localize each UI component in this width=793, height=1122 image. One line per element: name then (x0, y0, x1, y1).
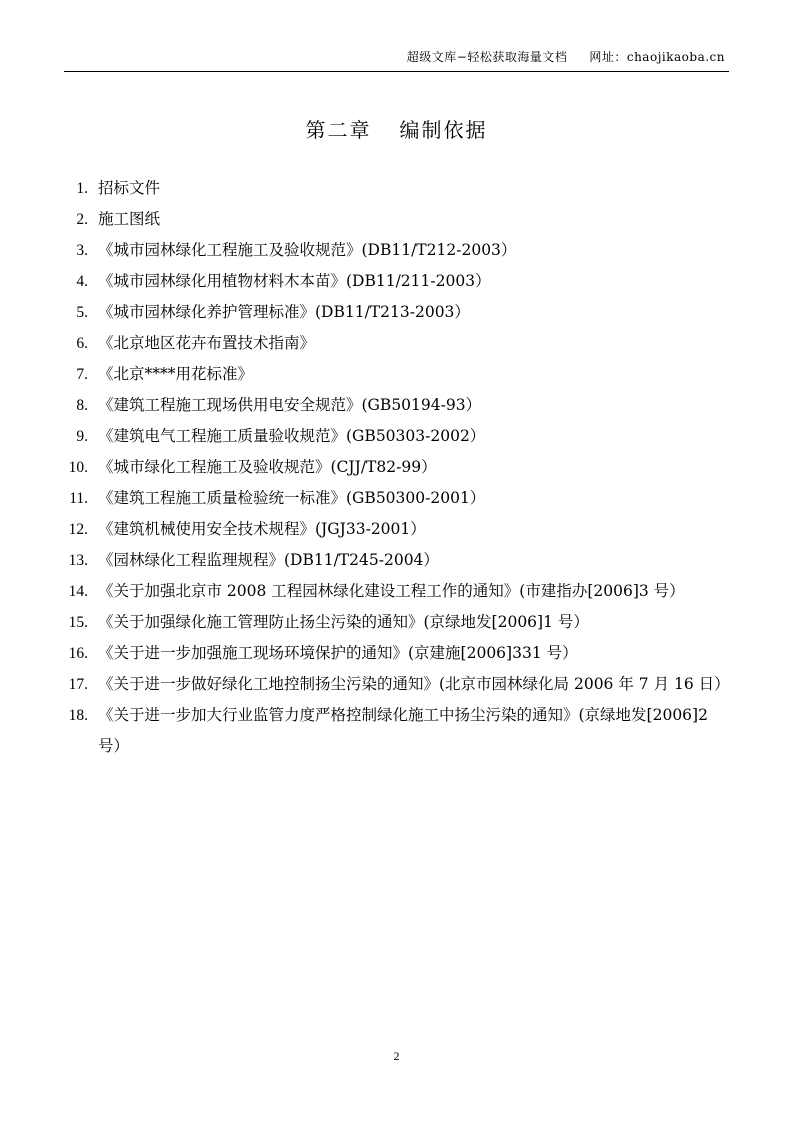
header-url: chaojikaoba.cn (626, 50, 725, 64)
list-item-number: 5. (76, 304, 88, 321)
list-item-text: 《城市园林绿化用植物材料木本苗》(DB11/211-2003） (98, 272, 491, 290)
list-item-number: 7. (76, 366, 88, 383)
list-item-number: 12. (68, 521, 88, 538)
list-item-text: 《北京地区花卉布置技术指南》 (98, 334, 316, 352)
list-item-text: 《建筑工程施工现场供用电安全规范》(GB50194-93） (98, 396, 482, 414)
list-item (64, 235, 729, 266)
page-header (64, 48, 729, 65)
list-item (64, 514, 729, 545)
list-item-number: 8. (76, 397, 88, 414)
list-item (64, 328, 729, 359)
page-number: 2 (393, 1049, 400, 1063)
list-item (64, 669, 729, 700)
list-item-text: 招标文件 (98, 179, 161, 197)
list-item-number: 17. (68, 676, 88, 693)
list-item (64, 452, 729, 483)
list-item-text: 《园林绿化工程监理规程》(DB11/T245-2004） (98, 551, 439, 569)
list-item-text: 《建筑电气工程施工质量验收规范》(GB50303-2002） (98, 427, 486, 445)
list-item (64, 421, 729, 452)
list-item-text: 《城市园林绿化养护管理标准》(DB11/T213-2003） (98, 303, 470, 321)
list-item-number: 18. (68, 707, 88, 724)
chapter-name: 编制依据 (399, 118, 488, 142)
list-item (64, 173, 729, 204)
list-item-text: 《关于进一步加强施工现场环境保护的通知》(京建施[2006]331 号） (98, 644, 578, 662)
list-item-text: 《北京****用花标准》 (98, 365, 254, 383)
list-item-text: 《建筑工程施工质量检验统一标准》(GB50300-2001） (98, 489, 486, 507)
list-item-text: 《关于进一步做好绿化工地控制扬尘污染的通知》(北京市园林绿化局 2006 年 7 月 16 日） (98, 675, 730, 693)
list-item-number: 3. (76, 242, 88, 259)
header-divider (64, 71, 729, 72)
list-item-number: 2. (76, 211, 88, 228)
list-item-number: 11. (69, 490, 88, 507)
list-item-text: 《城市园林绿化工程施工及验收规范》(DB11/T212-2003） (98, 241, 517, 259)
list-item (64, 700, 729, 762)
list-item (64, 638, 729, 669)
list-item-text: 施工图纸 (98, 210, 161, 228)
list-item (64, 359, 729, 390)
list-item-number: 16. (68, 645, 88, 662)
reference-list (64, 173, 729, 762)
header-brand: 超级文库−轻松获取海量文档 (406, 50, 568, 64)
chapter-label: 第二章 (305, 118, 372, 142)
list-item-text: 《建筑机械使用安全技术规程》(JGJ33-2001） (98, 520, 426, 538)
list-item-number: 10. (68, 459, 88, 476)
list-item (64, 204, 729, 235)
list-item-number: 13. (68, 552, 88, 569)
list-item-text: 《城市绿化工程施工及验收规范》(CJJ/T82-99） (98, 458, 437, 476)
list-item (64, 607, 729, 638)
list-item-text: 《关于进一步加大行业监管力度严格控制绿化施工中扬尘污染的通知》(京绿地发[2006]2 号） (98, 706, 708, 755)
list-item (64, 266, 729, 297)
list-item-number: 4. (76, 273, 88, 290)
list-item (64, 545, 729, 576)
list-item (64, 297, 729, 328)
header-url-label: 网址： (589, 50, 627, 64)
list-item (64, 390, 729, 421)
list-item-number: 9. (76, 428, 88, 445)
page-footer (0, 1049, 793, 1064)
list-item-number: 14. (68, 583, 88, 600)
list-item-number: 1. (76, 180, 88, 197)
list-item (64, 576, 729, 607)
page-title (64, 114, 729, 143)
list-item-number: 15. (68, 614, 88, 631)
list-item-number: 6. (76, 335, 88, 352)
list-item (64, 483, 729, 514)
list-item-text: 《关于加强绿化施工管理防止扬尘污染的通知》(京绿地发[2006]1 号） (98, 613, 589, 631)
list-item-text: 《关于加强北京市 2008 工程园林绿化建设工程工作的通知》(市建指办[2006]3 号） (98, 582, 685, 600)
